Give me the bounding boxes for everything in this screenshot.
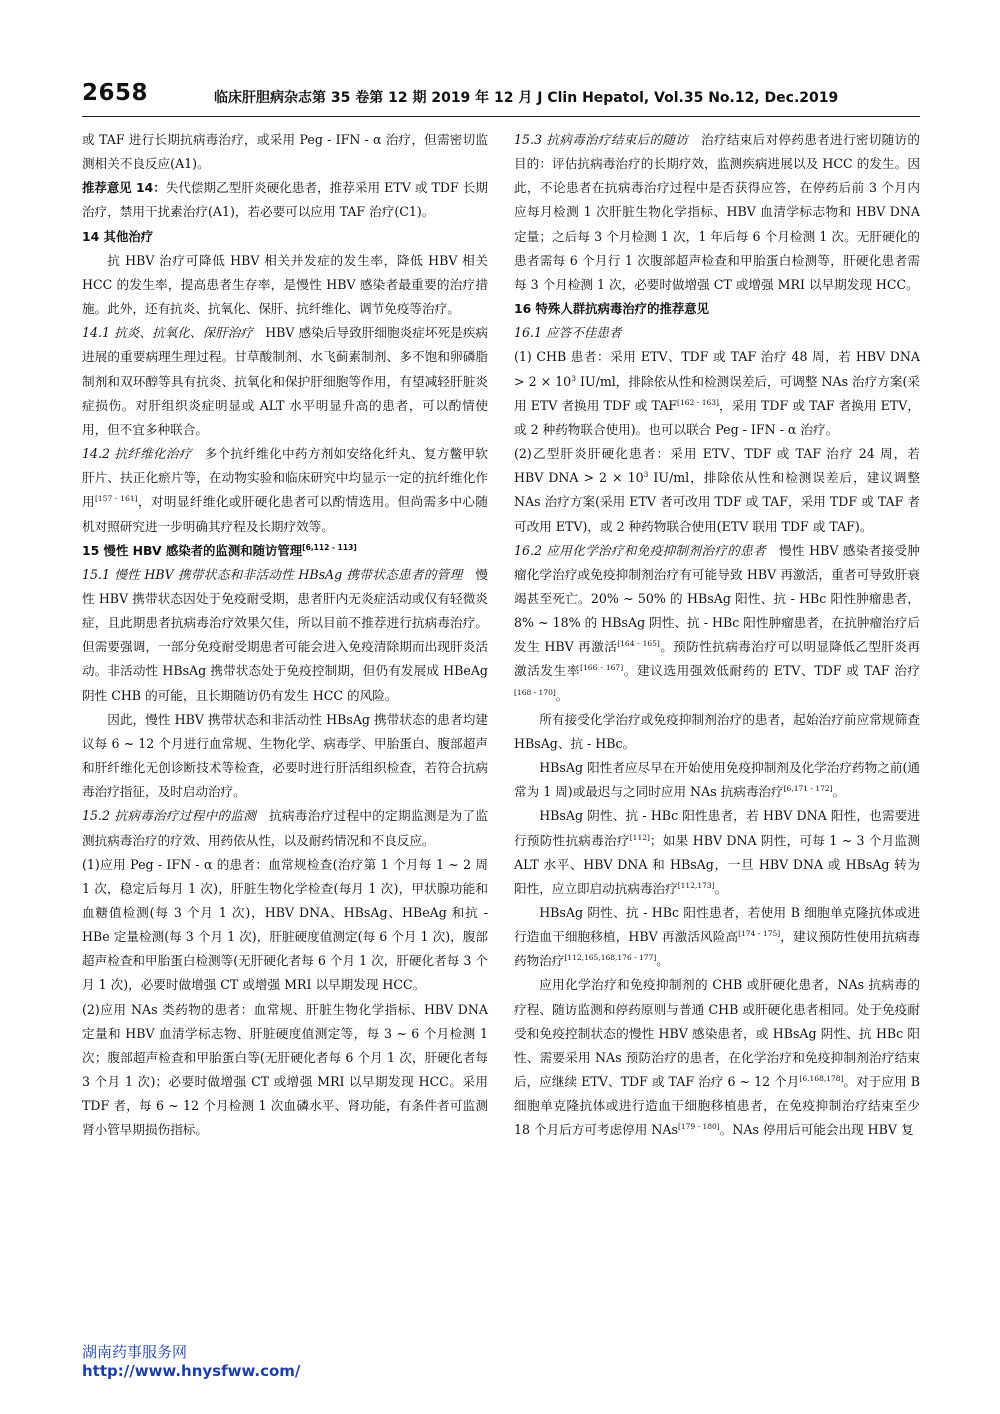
paragraph-text: ，对明显纤维化或肝硬化患者可以酌情选用。但尚需多中心随机对照研究进一步明确其疗程及长期疗效等。: [82, 494, 488, 534]
paragraph-text: IU/ml，排除依从性和检测误差后，建议调整 NAs 治疗方案(采用 ETV 者可改用 TDF 或 TAF，采用 TDF 或 TAF 者可改用 ETV)，或 2 种药物联合使用(ETV 联用 TDF 或 TAF)。: [514, 470, 920, 534]
subsection-heading: 15.3 抗病毒治疗结束后的随访: [514, 132, 689, 147]
subsection-14-2: [82, 442, 488, 539]
subsection-14-1: [82, 321, 488, 442]
paragraph: 因此，慢性 HBV 携带状态和非活动性 HBsAg 携带状态的患者均建议每 6 ~ 12 个月进行血常规、生物化学、病毒学、甲胎蛋白、腹部超声和肝纤维化无创诊断技术等检查，必要时进行肝活组织检查，若符合抗病毒治疗指征，及时启动治疗。: [82, 711, 488, 800]
paragraph: [514, 756, 920, 804]
citation: [174 - 175]: [738, 928, 781, 938]
paragraph-text: 慢性 HBV 携带状态因处于免疫耐受期，患者肝内无炎症活动或仅有轻微炎症，且此期患者抗病毒治疗效果欠佳，所以目前不推荐进行抗病毒治疗。但需要强调，一部分免疫耐受期患者可能会进入免疫清除期而出现肝炎活动。非活动性 HBsAg 携带状态处于免疫控制期，但仍有发展成 HBeAg 阴性 CHB 的可能，且长期随访仍有发生 HCC 的风险。: [82, 566, 489, 703]
paragraph-text: 。NAs 停用后可能会出现 HBV 复: [719, 1122, 914, 1138]
paragraph: 或 TAF 进行长期抗病毒治疗，或采用 Peg - IFN - α 治疗，但需密切监测相关不良反应(A1)。: [82, 132, 488, 172]
citation: [6,171 - 172]: [783, 784, 833, 794]
citation: [166 - 167]: [580, 663, 624, 673]
subsection-16-2: [514, 539, 920, 708]
section-heading: 14 其他治疗: [82, 228, 154, 244]
paragraph-text: (2)乙型肝炎肝硬化患者：采用 ETV、TDF 或 TAF 治疗 24 周，若 HBV DNA > 2 × 10: [514, 446, 920, 486]
paragraph-text: HBsAg 阳性者应尽早在开始使用免疫抑制剂及化学治疗药物之前(通常为 1 周)或最迟与之同时应用 NAs 抗病毒治疗: [514, 760, 920, 800]
paragraph: [514, 345, 920, 442]
section-heading: 16 特殊人群抗病毒治疗的推荐意见: [514, 301, 710, 317]
citation: [162 - 163]: [677, 397, 719, 407]
paragraph-text: 抗病毒治疗过程中的定期监测是为了监测抗病毒治疗的疗效、用药依从性，以及耐药情况和不良反应。: [82, 808, 489, 848]
paragraph-text: 应用化学治疗和免疫抑制剂的 CHB 或肝硬化患者，NAs 抗病毒的疗程、随访监测和停药原则与普通 CHB 或肝硬化患者相同。处于免疫耐受和免疫控制状态的慢性 HBV 感染患者，或 HBsAg 阴性、抗 HBc 阳性、需要采用 NAs 预防治疗的患者，在化学治疗和免疫抑制剂治疗结束后，应继续 ETV、TDF 或 TAF 治疗 6 ~ 12 个月: [514, 977, 920, 1090]
paragraph-text: 。: [555, 687, 569, 703]
subsection-heading: 14.2 抗纤维化治疗: [82, 446, 192, 462]
citation: [164 - 165]: [617, 639, 660, 649]
paragraph-text: 。预防性抗病毒治疗可以明显降低乙型肝炎再激活发生率: [514, 639, 921, 679]
recommendation-text: 失代偿期乙型肝炎硬化患者，推荐采用 ETV 或 TDF 长期治疗，禁用干扰素治疗(A1)，若必要可以应用 TAF 治疗(C1)。: [82, 180, 488, 220]
citation: [112]: [629, 832, 650, 842]
citation: [168 - 170]: [514, 687, 556, 697]
paragraph: [514, 973, 920, 1142]
paragraph-text: 治疗结束后对停药患者进行密切随访的目的：评估抗病毒治疗的长期疗效，监测疾病进展以及 HCC 的发生。因此，不论患者在抗病毒治疗过程中是否获得应答，在停药后前 3 个月内应每月检测 1 次肝脏生物化学指标、HBV 血清学标志物和 HBV DNA 定量；之后每 3 个月检测 1 次，1 年后每 6 个月检测 1 次。无肝硬化的患者需每 6 个月行 1 次腹部超声检查和甲胎蛋白检测等，肝硬化患者需每 3 个月检测 1 次，必要时做增强 CT 或增强 MRI 以早期发现 HCC。: [514, 132, 921, 292]
paragraph-text: 多个抗纤维化中药方剂如安络化纤丸、复方鳖甲软肝片、扶正化瘀片等，在动物实验和临床研究中均显示一定的抗纤维化作用: [82, 446, 489, 510]
paragraph-text: ，采用 TDF 或 TAF 者换用 ETV，或 2 种药物联合使用)。也可以联合 Peg - IFN - α 治疗。: [514, 397, 921, 437]
paragraph: [514, 901, 920, 973]
paragraph-text: HBsAg 阴性、抗 - HBc 阳性患者，若使用 B 细胞单克隆抗体或进行造血干细胞移植，HBV 再激活风险高: [514, 905, 920, 945]
paragraph-text: 。: [714, 880, 728, 896]
site-url[interactable]: http://www.hnysfww.com/: [82, 1362, 301, 1380]
paragraph-text: 。对于应用 B 细胞单克隆抗体或进行造血干细胞移植患者，在免疫抑制治疗结束至少 18 个月后方可考虑停用 NAs: [514, 1074, 920, 1138]
subsection-heading: 16.1 应答不佳患者: [514, 325, 622, 341]
recommendation-14: [82, 176, 488, 224]
subsection-heading: 16.2 应用化学治疗和免疫抑制剂治疗的患者: [514, 542, 766, 558]
subsection-15-1: [82, 563, 488, 708]
subsection-heading: 14.1 抗炎、抗氧化、保肝治疗: [82, 325, 254, 341]
right-column: [514, 128, 920, 1143]
citation: [112,173]: [677, 880, 715, 890]
paragraph-text: ；如果 HBV DNA 阴性，可每 1 ~ 3 个月监测 ALT 水平、HBV DNA 和 HBsAg，一旦 HBV DNA 或 HBsAg 转为阳性，应立即启动抗病毒治疗: [514, 832, 920, 896]
citation: [157 - 161]: [94, 494, 138, 504]
page-header: [82, 80, 920, 114]
paragraph-text: IU/ml，排除依从性和检测误差后，可调整 NAs 治疗方案(采用 ETV 者换用 TDF 或 TAF: [514, 373, 920, 413]
subsection-15-2: [82, 804, 488, 852]
journal-info: 临床肝胆病杂志第 35 卷第 12 期 2019 年 12 月 J Clin Hepatol, Vol.35 No.12, Dec.2019: [214, 90, 839, 106]
paragraph-text: 。建议选用强效低耐药的 ETV、TDF 或 TAF 治疗: [623, 663, 921, 679]
header-rule: [82, 116, 920, 117]
subsection-heading: 15.2 抗病毒治疗过程中的监测: [82, 808, 257, 824]
recommendation-lead: 推荐意见 14：: [82, 180, 166, 196]
section-heading-text: 15 慢性 HBV 感染者的监测和随访管理: [82, 542, 303, 558]
site-name: 湖南药事服务网: [82, 1343, 188, 1361]
exponent: 3: [571, 373, 576, 383]
exponent: 3: [643, 470, 649, 479]
paragraph-text: 。: [656, 953, 669, 969]
page-number: 2658: [82, 80, 149, 106]
subsection-15-3: [514, 128, 920, 297]
paragraph: 所有接受化学治疗或免疫抑制剂治疗的患者，起始治疗前应常规筛查 HBsAg、抗 - HBc。: [514, 711, 920, 751]
citation: [112,165,168,176 - 177]: [564, 953, 657, 963]
paragraph: [514, 442, 920, 539]
section-heading: [82, 539, 488, 563]
citation: [6,168,178]: [799, 1073, 844, 1083]
paragraph-text: HBsAg 阴性、抗 - HBc 阳性患者，若 HBV DNA 阳性，也需要进行预防性抗病毒治疗: [514, 808, 920, 848]
paragraph: (1)应用 Peg - IFN - α 的患者：血常规检查(治疗第 1 个月每 1 ~ 2 周 1 次，稳定后每月 1 次)，肝脏生物化学检查(每月 1 次)，甲状腺功能和血糖值检测(每 3 个月 1 次)，HBV DNA、HBsAg、HBeAg 和抗 - HBe 定量检测(每 3 个月 1 次)，肝脏硬度值测定(每 6 个月 1 次)，腹部超声检查和甲胎蛋白检测等(无肝硬化者每 6 个月 1 次，肝硬化者每 3 个月 1 次)，必要时做增强 CT 或增强 MRI 以早期发现 HCC。: [82, 856, 488, 993]
paragraph-text: 。: [832, 784, 846, 800]
paragraph: [514, 804, 920, 901]
paragraph-text: 慢性 HBV 感染者接受肿瘤化学治疗或免疫抑制剂治疗有可能导致 HBV 再激活，重者可导致肝衰竭甚至死亡。20% ~ 50% 的 HBsAg 阳性、抗 - HBc 阳性肿瘤患者，8% ~ 18% 的 HBsAg 阴性、抗 - HBc 阳性肿瘤患者，在抗肿瘤治疗后发生 HBV 再激活: [514, 542, 921, 655]
paragraph: 抗 HBV 治疗可降低 HBV 相关并发症的发生率，降低 HBV 相关 HCC 的发生率，提高患者生存率，是慢性 HBV 感染者最重要的治疗措施。此外，还有抗炎、抗氧化、保肝、抗纤维化、调节免疫等治疗。: [82, 252, 488, 317]
citation: [6,112 - 113]: [302, 542, 357, 552]
page-footer: [82, 1343, 300, 1381]
paragraph-text: HBV 感染后导致肝细胞炎症坏死是疾病进展的重要病理生理过程。甘草酸制剂、水飞蓟素制剂、多不饱和卵磷脂制剂和双环醇等具有抗炎、抗氧化和保护肝细胞等作用，有望减轻肝脏炎症损伤。对肝组织炎症明显或 ALT 水平明显升高的患者，可以酌情使用，但不宜多种联合。: [82, 325, 489, 437]
left-column: [82, 128, 488, 1143]
subsection-heading: 15.1 慢性 HBV 携带状态和非活动性 HBsAg 携带状态患者的管理: [82, 566, 463, 582]
paragraph: (2)应用 NAs 类药物的患者：血常规、肝脏生物化学指标、HBV DNA 定量和 HBV 血清学标志物、肝脏硬度值测定等，每 3 ~ 6 个月检测 1 次；腹部超声检查和甲胎蛋白等(无肝硬化者每 6 个月 1 次，肝硬化者每 3 个月 1 次)；必要时做增强 CT 或增强 MRI 以早期发现 HCC。采用 TDF 者，每 6 ~ 12 个月检测 1 次血磷水平、肾功能，有条件者可监测肾小管早期损伤指标。: [82, 1001, 488, 1138]
citation: [179 - 180]: [677, 1122, 720, 1132]
paragraph-text: ，建议预防性使用抗病毒药物治疗: [514, 929, 921, 969]
paragraph-text: (1) CHB 患者：采用 ETV、TDF 或 TAF 治疗 48 周，若 HBV DNA > 2 × 10: [514, 349, 920, 389]
